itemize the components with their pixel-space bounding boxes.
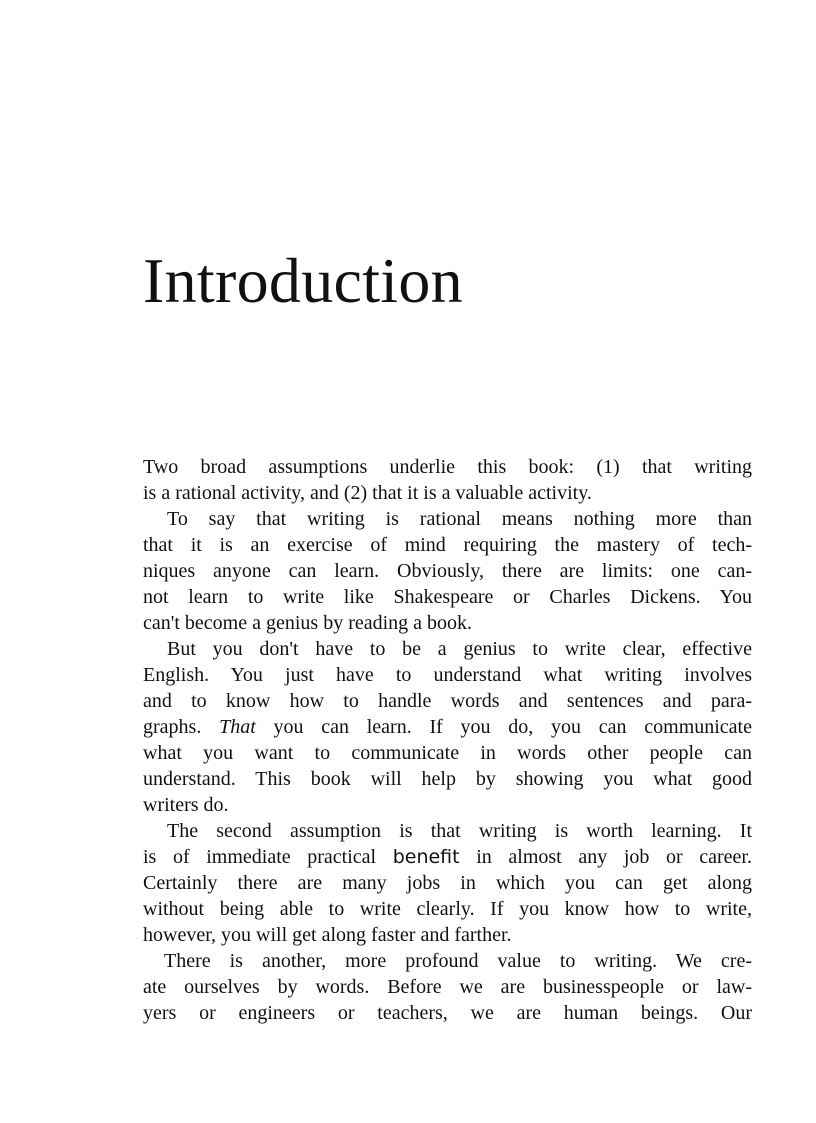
text-line: is a rational activity, and (2) that it is a valuable activity. xyxy=(143,482,592,504)
text-line: yers or engineers or teachers, we are human beings. Our xyxy=(143,1002,752,1024)
line-segment: in almost any job or career. xyxy=(459,846,752,868)
text-line: There is another, more profound value to writing. We cre- xyxy=(164,950,752,972)
line-segment: graphs. xyxy=(143,716,220,738)
text-line: writers do. xyxy=(143,794,229,816)
benefit-word: benefit xyxy=(392,846,460,868)
text-line: that it is an exercise of mind requiring the mastery of tech- xyxy=(143,534,752,556)
text-line: Two broad assumptions underlie this book: (1) that writing xyxy=(143,456,752,478)
text-line: can't become a genius by reading a book. xyxy=(143,612,473,634)
text-line xyxy=(143,714,752,740)
text-line: English. You just have to understand what writing involves xyxy=(143,664,752,686)
body-text xyxy=(143,454,752,1026)
text-line: The second assumption is that writing is worth learning. It xyxy=(167,820,752,842)
text-line: But you don't have to be a genius to write clear, effective xyxy=(167,638,752,660)
text-line: niques anyone can learn. Obviously, there are limits: one can- xyxy=(143,560,752,582)
text-line: however, you will get along faster and farther. xyxy=(143,924,512,946)
text-line: without being able to write clearly. If you know how to write, xyxy=(143,898,752,920)
text-line: and to know how to handle words and sentences and para- xyxy=(143,690,752,712)
text-line: To say that writing is rational means nothing more than xyxy=(167,508,752,530)
line-segment: is of immediate practical xyxy=(143,846,393,868)
text-line: ate ourselves by words. Before we are businesspeople or law- xyxy=(143,976,752,998)
chapter-title: Introduction xyxy=(143,245,463,316)
text-line: what you want to communicate in words other people can xyxy=(143,742,752,764)
text-line: not learn to write like Shakespeare or Charles Dickens. You xyxy=(143,586,752,608)
text-line xyxy=(143,844,752,870)
text-line: understand. This book will help by showing you what good xyxy=(143,768,752,790)
text-line: Certainly there are many jobs in which you can get along xyxy=(143,872,752,894)
line-segment: you can learn. If you do, you can communicate xyxy=(255,716,752,738)
emphasized-word: That xyxy=(219,716,256,738)
